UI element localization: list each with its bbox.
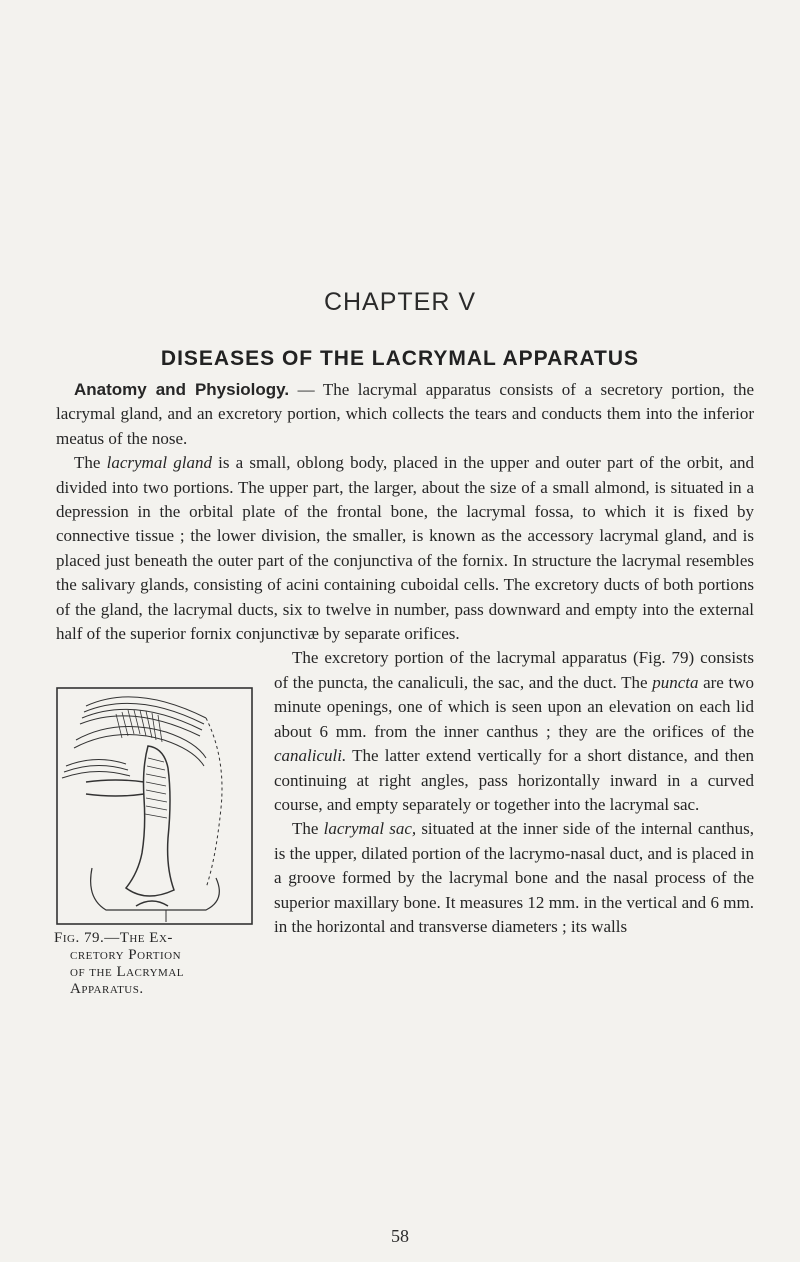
text-run: The xyxy=(74,453,107,473)
paragraph-text: — The lacrymal apparatus consists of a secretory portion, the lacrymal gland, and an excretory portion, which collects the tears and conducts them into the inferior meatus of the nose. xyxy=(56,380,754,448)
text-run: The latter extend vertically for a short distance, and then continuing at right angles, pass horizontally inward in a curved course, and empty separately or together into the lacrymal sac. xyxy=(274,746,754,814)
section-heading: Anatomy and Physiology. xyxy=(74,380,290,399)
chapter-title: DISEASES OF THE LACRYMAL APPARATUS xyxy=(160,347,640,370)
figure-79 xyxy=(52,668,262,997)
caption-line: cretory Portion xyxy=(70,947,182,963)
paragraph-anatomy xyxy=(56,378,754,451)
text-run: situated at the inner side of the internal canthus, is the upper, dilated portion of the lacrymo-nasal duct, and is placed in a groove formed by the lacrymal bone and the nasal process of the superior maxillary bone. It measures 12 mm. in the vertical and 6 mm. in the horizontal and transverse diameters ; its walls xyxy=(274,819,754,936)
paragraph-lacrymal-gland xyxy=(56,451,754,646)
text-run: are two minute openings, one of which is seen upon an elevation on each lid about 6 mm. from the inner canthus ; they are the orifices of the xyxy=(274,672,754,741)
italic-term: lacrymal gland xyxy=(106,453,212,473)
caption-line: of the Lacrymal xyxy=(70,964,185,980)
page-number: 58 xyxy=(391,1226,409,1246)
italic-term: canaliculi. xyxy=(274,746,347,766)
text-run: The xyxy=(292,819,324,839)
text-run: is a small, oblong body, placed in the upper and outer part of the orbit, and divided into two portions. The upper part, the larger, about the size of a small almond, is situated in a depression in the orbital plate of the frontal bone, the lacrymal fossa, to which it is fixed by connective tissue ; the lower division, the smaller, is known as the accessory lacrymal gland, and is placed just beneath the outer part of the conjunctiva of the fornix. In structure the lacrymal resembles the salivary glands, consisting of acini containing cuboidal cells. The excretory ducts of both portions of the gland, the lacrymal ducts, six to twelve in number, pass downward and empty into the external half of the superior fornix conjunctivæ by separate orifices. xyxy=(56,453,755,644)
lacrymal-apparatus-illustration xyxy=(56,678,253,926)
chapter-heading: CHAPTER V xyxy=(323,288,477,316)
text-run: The excretory portion of the lacrymal apparatus (Fig. 79) consists of the puncta, the canaliculi, the sac, and the duct. The xyxy=(274,648,754,692)
figure-caption xyxy=(54,930,242,998)
italic-term: puncta xyxy=(652,672,699,692)
caption-line: Apparatus. xyxy=(70,981,144,997)
italic-term: lacrymal sac, xyxy=(323,819,417,839)
caption-line: Fig. 79.—The Ex- xyxy=(54,930,173,946)
